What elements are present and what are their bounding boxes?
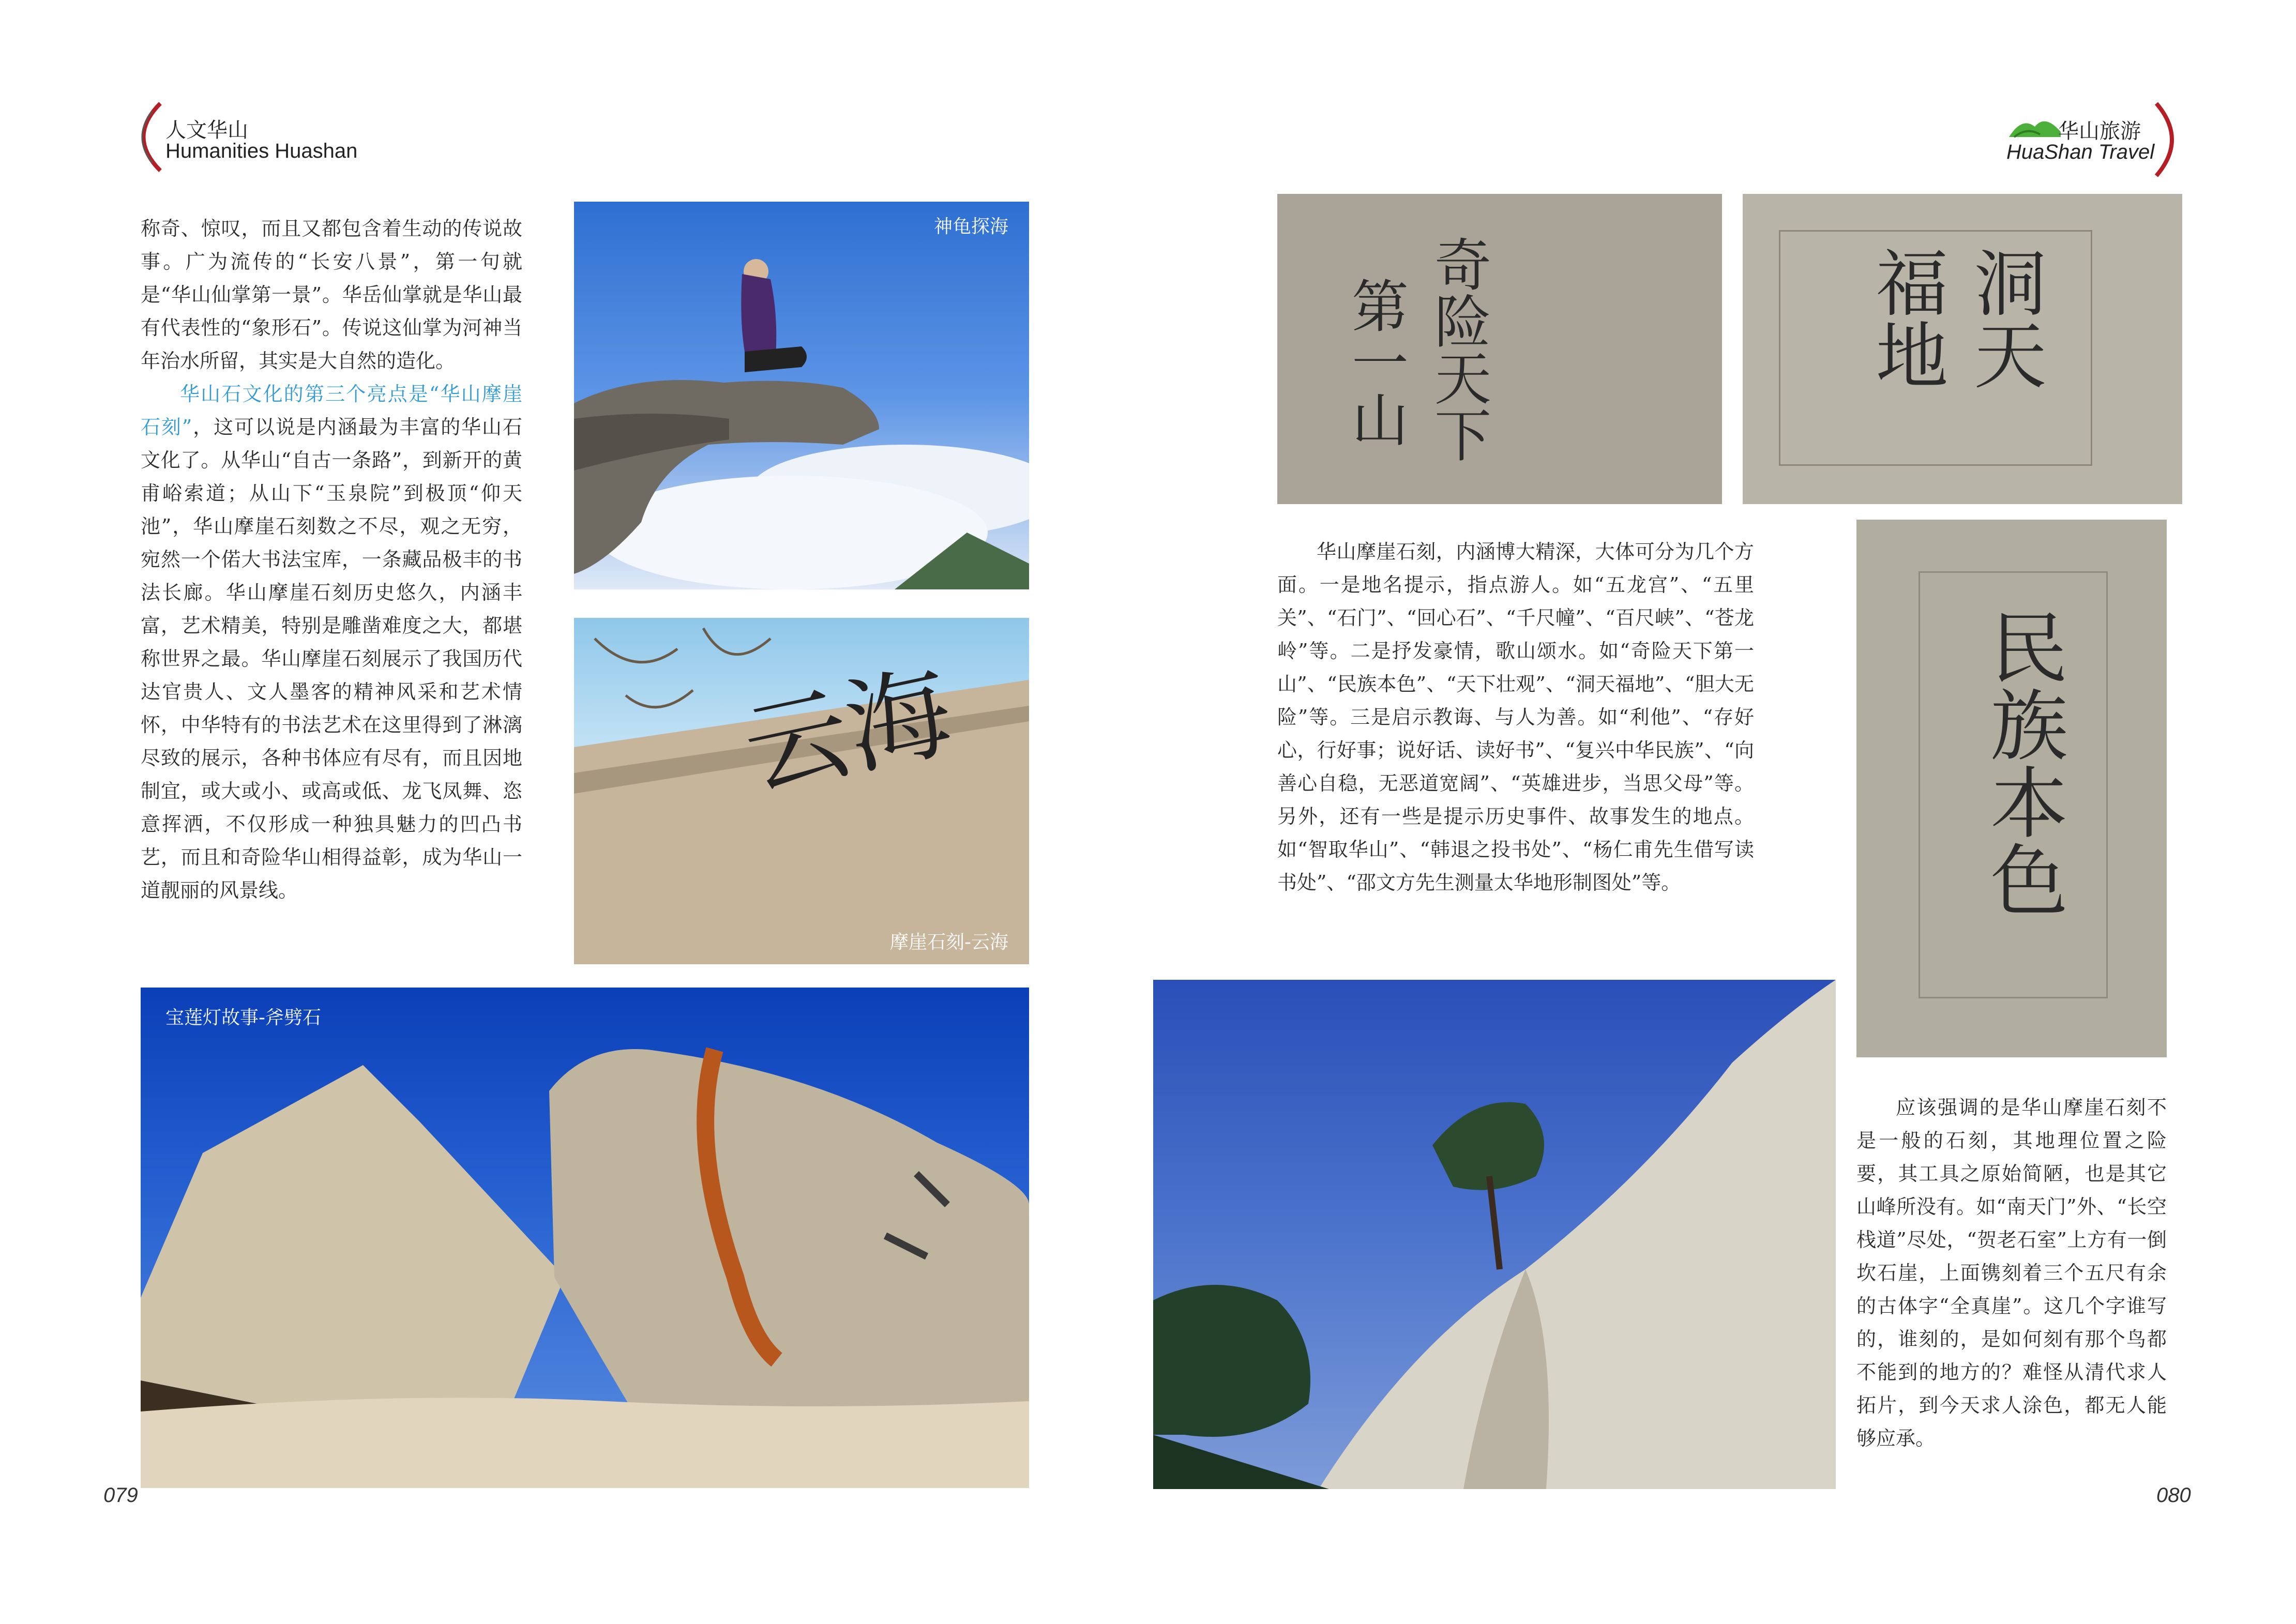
inscription-qixian-line2: 第一山 bbox=[1342, 277, 1409, 447]
right-paragraph-1: 应该强调的是华山摩崖石刻不是一般的石刻，其地理位置之险要，其工具之原始简陋，也是其它山峰所没有。如“南天门”外、“长空栈道”尽处，“贺老石室”上方有一倒坎石崖，上面镌刻着三个五尺有余的古体字“全真崖”。这几个字谁写的，谁刻的，是如何刻有那个鸟都不能到的地方的？难怪从清代求人拓片，到今天求人涂色，都无人能够应承。 bbox=[1856, 1096, 2167, 1450]
left-paragraph-1: 称奇、惊叹，而且又都包含着生动的传说故事。广为流传的“长安八景”，第一句就是“华山仙掌第一景”。华岳仙掌就是华山最有代表性的“象形石”。传说这仙掌为河神当年治水所留，其实是大自然的造化。 bbox=[141, 217, 522, 372]
inscription-qixian-line1: 奇险天下 bbox=[1425, 235, 1491, 463]
inscription-dongtian-line2: 福地 bbox=[1864, 246, 1948, 390]
axe-rock-illustration bbox=[141, 988, 1029, 1488]
photo-turtle-sea bbox=[574, 202, 1029, 589]
highlight-phrase: 华山石文化的第三个亮点是“华山摩崖石刻” bbox=[141, 383, 522, 438]
mountain-logo-icon bbox=[2009, 114, 2061, 140]
inscription-minzu: 民族本色 bbox=[1977, 608, 2067, 918]
left-text-column bbox=[141, 212, 522, 907]
header-arc-decoration-right bbox=[2151, 98, 2182, 181]
header-left bbox=[124, 98, 434, 176]
cliff-tree-illustration bbox=[1153, 980, 1836, 1489]
photo-inscription-cloudsea bbox=[574, 618, 1029, 964]
photo-inscription-minzu bbox=[1856, 520, 2167, 1057]
turtle-rock-illustration bbox=[574, 202, 1029, 589]
section-title-en: Humanities Huashan bbox=[165, 140, 358, 162]
caption-cloudsea: 摩崖石刻-云海 bbox=[890, 932, 1008, 953]
photo-inscription-qixian bbox=[1277, 194, 1722, 504]
page-number-right: 080 bbox=[2156, 1484, 2191, 1507]
right-text-column bbox=[1856, 1091, 2167, 1455]
middle-text-column bbox=[1277, 535, 1754, 899]
brand-title-en: HuaShan Travel bbox=[2006, 141, 2155, 163]
section-title-cn: 人文华山 bbox=[165, 118, 248, 142]
inscription-dongtian-line1: 洞天 bbox=[1962, 246, 2046, 390]
left-paragraph-2 bbox=[141, 377, 522, 907]
inscription-yunhai: 云海 bbox=[734, 650, 962, 812]
caption-turtle: 神龟探海 bbox=[933, 216, 1008, 237]
header-right-logo bbox=[1996, 98, 2182, 181]
brand-title-cn: 华山旅游 bbox=[2058, 119, 2141, 143]
caption-axe: 宝莲灯故事-斧劈石 bbox=[165, 1007, 321, 1028]
photo-inscription-dongtian bbox=[1743, 194, 2182, 504]
header-arc-decoration bbox=[124, 98, 165, 176]
left-paragraph-2-rest: ，这可以说是内涵最为丰富的华山石文化了。从华山“自古一条路”，到新开的黄甫峪索道；从山下“玉泉院”到极顶“仰天池”，华山摩崖石刻数之不尽，观之无穷，宛然一个偌大书法宝库，一条藏品极丰的书法长廊。华山摩崖石刻历史悠久，内涵丰富，艺术精美，特别是雕凿难度之大，都堪称世界之最。华山摩崖石刻展示了我国历代达官贵人、文人墨客的精神风采和艺术情怀，中华特有的书法艺术在这里得到了淋漓尽致的展示，各种书体应有尽有，而且因地制宜，或大或小、或高或低、龙飞凤舞、恣意挥洒，不仅形成一种独具魅力的凹凸书艺，而且和奇险华山相得益彰，成为华山一道靓丽的风景线。 bbox=[141, 416, 522, 902]
middle-paragraph-1: 华山摩崖石刻，内涵博大精深，大体可分为几个方面。一是地名提示，指点游人。如“五龙宫”、“五里关”、“石门”、“回心石”、“千尺幢”、“百尺峡”、“苍龙岭”等。二是抒发豪情，歌山颂水。如“奇险天下第一山”、“民族本色”、“天下壮观”、“洞天福地”、“胆大无险”等。三是启示教诲、与人为善。如“利他”、“存好心，行好事；说好话、读好书”、“复兴中华民族”、“向善心自稳，无恶道宽阔”、“英雄进步，当思父母”等。另外，还有一些是提示历史事件、故事发生的地点。如“智取华山”、“韩退之投书处”、“杨仁甫先生借写读书处”、“邵文方先生测量太华地形制图处”等。 bbox=[1277, 540, 1754, 894]
photo-axe-rock bbox=[141, 988, 1029, 1488]
photo-cliff-tree bbox=[1153, 980, 1836, 1489]
page-number-left: 079 bbox=[103, 1484, 138, 1507]
